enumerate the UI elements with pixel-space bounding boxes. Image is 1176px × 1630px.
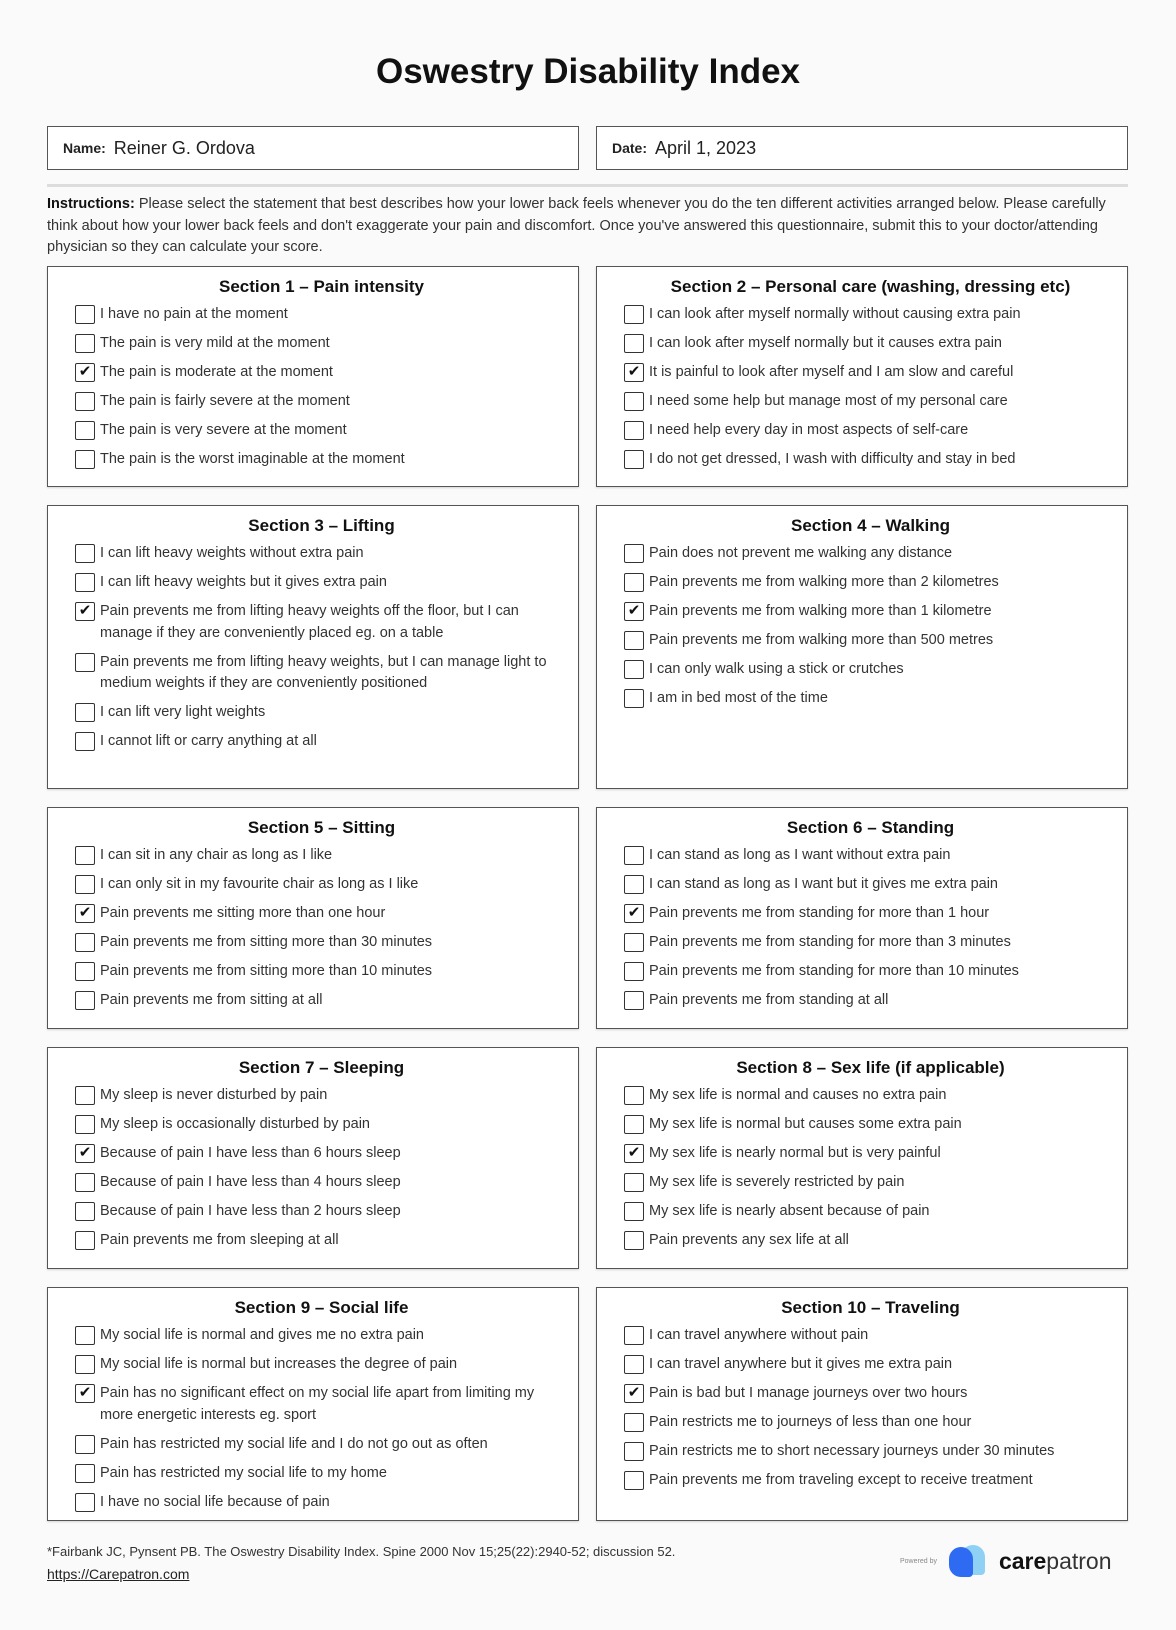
- option-item[interactable]: [75, 702, 568, 724]
- checkbox[interactable]: [75, 1493, 95, 1512]
- option-label: Pain does not prevent me walking any distance: [649, 545, 953, 561]
- option-item[interactable]: [75, 903, 568, 925]
- footer: [47, 1540, 675, 1586]
- checkbox[interactable]: [624, 1471, 644, 1490]
- option-item[interactable]: [75, 1230, 568, 1252]
- instructions-text: Please select the statement that best describes how your lower back feels whenever you do the ten different activities arranged below. Please carefully think about how your lower back feels and don't exaggerate your pain and discomfort. Once you've answered this questionnaire, submit this to your doctor/attending physician so they can calculate your score.: [47, 196, 1106, 255]
- date-label: Date:: [612, 140, 648, 156]
- checkbox[interactable]: [75, 392, 95, 411]
- option-label: The pain is very mild at the moment: [100, 335, 330, 351]
- option-item[interactable]: [624, 1325, 1117, 1347]
- option-label: I can travel anywhere without pain: [649, 1327, 869, 1343]
- option-item[interactable]: [75, 874, 568, 896]
- checkbox[interactable]: [75, 732, 95, 751]
- page-title: Oswestry Disability Index: [375, 52, 801, 91]
- checkbox[interactable]: [624, 1173, 644, 1192]
- option-label: My sex life is normal but causes some extra pain: [649, 1116, 962, 1132]
- option-label: Pain prevents me from walking more than 500 metres: [649, 632, 994, 648]
- option-item[interactable]: [75, 572, 568, 594]
- sections-grid: [47, 266, 1128, 1521]
- checkbox-checked[interactable]: ✔: [75, 1144, 95, 1163]
- date-field[interactable]: [596, 126, 1128, 170]
- option-label: Pain prevents me from walking more than 1 kilometre: [649, 603, 992, 619]
- checkbox[interactable]: [75, 1355, 95, 1374]
- option-item[interactable]: [75, 1463, 568, 1485]
- checkbox[interactable]: [75, 421, 95, 440]
- option-label: Pain prevents me sitting more than one hour: [100, 905, 386, 921]
- checkbox[interactable]: [624, 660, 644, 679]
- option-label: I can look after myself normally without causing extra pain: [649, 306, 1021, 322]
- option-item[interactable]: [624, 1172, 1117, 1194]
- checkbox[interactable]: [75, 653, 95, 672]
- option-item[interactable]: [75, 391, 568, 413]
- checkbox[interactable]: [75, 991, 95, 1010]
- option-item[interactable]: [75, 1492, 568, 1514]
- option-label: Pain has restricted my social life and I do not go out as often: [100, 1435, 488, 1452]
- checkbox-checked[interactable]: ✔: [75, 1384, 95, 1403]
- checkbox[interactable]: [624, 689, 644, 708]
- option-label: I can stand as long as I want without extra pain: [649, 847, 951, 863]
- option-label: Pain prevents me from sitting more than 10 minutes: [100, 963, 433, 979]
- option-item[interactable]: [624, 333, 1117, 355]
- option-item[interactable]: [75, 731, 568, 753]
- section-7: [47, 1047, 579, 1269]
- checkbox[interactable]: [624, 392, 644, 411]
- checkbox-checked[interactable]: ✔: [624, 904, 644, 923]
- option-item[interactable]: [624, 601, 1117, 623]
- option-item[interactable]: [624, 420, 1117, 442]
- carepatron-logo: [900, 1545, 1112, 1577]
- option-label: Pain restricts me to journeys of less than one hour: [649, 1414, 972, 1430]
- option-label: I have no pain at the moment: [100, 306, 288, 322]
- checkbox[interactable]: [624, 1442, 644, 1461]
- checkbox[interactable]: [624, 1413, 644, 1432]
- checkbox[interactable]: [624, 1115, 644, 1134]
- option-label: Pain restricts me to short necessary journeys under 30 minutes: [649, 1443, 1055, 1459]
- option-label: I can sit in any chair as long as I like: [100, 847, 333, 863]
- option-label: Pain prevents me from standing for more than 1 hour: [649, 905, 990, 921]
- option-label: I can stand as long as I want but it gives me extra pain: [649, 876, 998, 892]
- checkbox[interactable]: [75, 573, 95, 592]
- option-item[interactable]: [75, 1114, 568, 1136]
- option-label: I can lift heavy weights but it gives extra pain: [100, 574, 387, 590]
- option-label: I can only sit in my favourite chair as long as I like: [100, 876, 419, 892]
- section-9: [47, 1287, 579, 1521]
- section-10: [596, 1287, 1128, 1521]
- checkbox[interactable]: [624, 305, 644, 324]
- section-8: [596, 1047, 1128, 1269]
- option-item[interactable]: [75, 961, 568, 983]
- option-item[interactable]: [624, 1143, 1117, 1165]
- name-value: Reiner G. Ordova: [113, 137, 255, 158]
- section-title: Section 8 – Sex life (if applicable): [736, 1058, 1005, 1077]
- option-label: I need some help but manage most of my personal care: [649, 393, 1008, 409]
- checkbox[interactable]: [624, 933, 644, 952]
- checkbox[interactable]: [624, 846, 644, 865]
- option-item[interactable]: [624, 845, 1117, 867]
- option-item[interactable]: [75, 1085, 568, 1107]
- option-item[interactable]: [624, 1412, 1117, 1434]
- option-label: I can lift heavy weights without extra pain: [100, 545, 364, 561]
- section-title: Section 9 – Social life: [234, 1298, 409, 1317]
- section-title: Section 10 – Traveling: [781, 1298, 960, 1317]
- checkbox[interactable]: [624, 631, 644, 650]
- checkbox-checked[interactable]: ✔: [75, 363, 95, 382]
- option-item[interactable]: [624, 1114, 1117, 1136]
- option-item[interactable]: [624, 304, 1117, 326]
- option-label: My sex life is severely restricted by pain: [649, 1174, 905, 1190]
- instructions: [47, 194, 1137, 259]
- checkbox[interactable]: [624, 450, 644, 469]
- checkbox[interactable]: [75, 1435, 95, 1454]
- checkbox-checked[interactable]: ✔: [75, 904, 95, 923]
- brand-care: care: [998, 1547, 1047, 1574]
- option-item[interactable]: [75, 420, 568, 442]
- option-label: I am in bed most of the time: [649, 690, 828, 706]
- option-label: I can only walk using a stick or crutches: [649, 661, 904, 677]
- option-label: The pain is very severe at the moment: [100, 422, 347, 438]
- section-title: Section 3 – Lifting: [248, 516, 395, 535]
- option-item[interactable]: [75, 1354, 568, 1376]
- option-label: The pain is fairly severe at the moment: [100, 393, 350, 409]
- checkbox[interactable]: [75, 703, 95, 722]
- option-label: I can look after myself normally but it causes extra pain: [649, 335, 1002, 351]
- carepatron-link[interactable]: https://Carepatron.com: [47, 1566, 190, 1582]
- powered-by: Powered by: [900, 1557, 937, 1565]
- option-label: Pain prevents me from walking more than 2 kilometres: [649, 574, 999, 590]
- option-label: Pain prevents me from lifting heavy weights off the floor, but I can manage if they are conveniently placed eg. on a table: [100, 603, 519, 641]
- option-label: Pain is bad but I manage journeys over two hours: [649, 1385, 968, 1401]
- checkbox-checked[interactable]: ✔: [624, 1144, 644, 1163]
- option-label: My sex life is normal and causes no extra pain: [649, 1087, 947, 1103]
- option-item[interactable]: [624, 903, 1117, 925]
- checkbox-checked[interactable]: ✔: [624, 1384, 644, 1403]
- option-item[interactable]: [624, 659, 1117, 681]
- option-item[interactable]: [75, 601, 568, 644]
- option-item[interactable]: [75, 990, 568, 1012]
- option-label: I do not get dressed, I wash with difficulty and stay in bed: [649, 451, 1016, 467]
- option-item[interactable]: [75, 333, 568, 355]
- option-label: Pain prevents me from standing for more than 3 minutes: [649, 934, 1011, 950]
- section-title: Section 4 – Walking: [790, 516, 951, 535]
- option-label: My sleep is never disturbed by pain: [100, 1087, 328, 1103]
- option-label: Pain prevents any sex life at all: [649, 1232, 849, 1248]
- option-item[interactable]: [624, 874, 1117, 896]
- option-item[interactable]: [75, 652, 568, 695]
- option-label: The pain is the worst imaginable at the moment: [100, 451, 405, 467]
- option-item[interactable]: [624, 1470, 1117, 1492]
- checkbox[interactable]: [624, 1202, 644, 1221]
- checkbox[interactable]: [75, 875, 95, 894]
- checkbox[interactable]: [624, 991, 644, 1010]
- option-item[interactable]: [624, 1201, 1117, 1223]
- option-item[interactable]: [75, 449, 568, 471]
- name-field[interactable]: [47, 126, 579, 170]
- option-item[interactable]: [624, 572, 1117, 594]
- brand-patron: patron: [1046, 1547, 1112, 1574]
- option-item[interactable]: [624, 688, 1117, 710]
- checkbox[interactable]: [75, 1173, 95, 1192]
- option-label: My social life is normal and gives me no extra pain: [100, 1327, 424, 1343]
- option-item[interactable]: [624, 1085, 1117, 1107]
- checkbox[interactable]: [624, 544, 644, 563]
- option-item[interactable]: [624, 449, 1117, 471]
- option-item[interactable]: [75, 304, 568, 326]
- checkbox[interactable]: [624, 1231, 644, 1250]
- option-item[interactable]: [624, 543, 1117, 565]
- name-label: Name:: [63, 140, 106, 156]
- option-label: I can lift very light weights: [100, 704, 266, 720]
- option-item[interactable]: [75, 845, 568, 867]
- checkbox[interactable]: [75, 846, 95, 865]
- option-label: Because of pain I have less than 2 hours sleep: [100, 1203, 401, 1219]
- checkbox-checked[interactable]: ✔: [624, 363, 644, 382]
- checkbox[interactable]: [624, 962, 644, 981]
- option-label: I cannot lift or carry anything at all: [100, 733, 317, 749]
- option-label: My social life is normal but increases the degree of pain: [100, 1356, 458, 1372]
- checkbox[interactable]: [75, 1326, 95, 1345]
- option-label: I can travel anywhere but it gives me extra pain: [649, 1356, 953, 1372]
- option-item[interactable]: [624, 391, 1117, 413]
- section-6: [596, 807, 1128, 1029]
- option-label: I have no social life because of pain: [100, 1493, 330, 1510]
- option-label: Pain prevents me from sitting at all: [100, 992, 323, 1008]
- option-label: Because of pain I have less than 4 hours sleep: [100, 1174, 401, 1190]
- option-item[interactable]: [75, 543, 568, 565]
- option-label: Because of pain I have less than 6 hours sleep: [100, 1145, 401, 1161]
- section-title: Section 6 – Standing: [786, 818, 955, 837]
- option-item[interactable]: [624, 990, 1117, 1012]
- checkbox[interactable]: [75, 450, 95, 469]
- checkbox-checked[interactable]: ✔: [624, 602, 644, 621]
- section-4: [596, 505, 1128, 789]
- option-item[interactable]: [75, 1383, 568, 1426]
- carepatron-logo-icon: [949, 1545, 993, 1577]
- option-item[interactable]: [624, 630, 1117, 652]
- option-label: Pain prevents me from standing at all: [649, 992, 889, 1008]
- checkbox[interactable]: [75, 544, 95, 563]
- option-item[interactable]: [624, 1354, 1117, 1376]
- checkbox[interactable]: [75, 1464, 95, 1483]
- checkbox[interactable]: [624, 573, 644, 592]
- option-item[interactable]: [624, 932, 1117, 954]
- checkbox[interactable]: [75, 1202, 95, 1221]
- checkbox[interactable]: [624, 875, 644, 894]
- option-item[interactable]: [624, 362, 1117, 384]
- option-label: Pain prevents me from sitting more than 30 minutes: [100, 934, 433, 950]
- option-label: Pain prevents me from lifting heavy weights, but I can manage light to medium weights if they are conveniently positioned: [100, 653, 547, 691]
- option-label: Pain prevents me from standing for more than 10 minutes: [649, 963, 1019, 979]
- checkbox[interactable]: [75, 305, 95, 324]
- checkbox[interactable]: [624, 1086, 644, 1105]
- option-item[interactable]: [624, 1230, 1117, 1252]
- option-item[interactable]: [75, 362, 568, 384]
- option-label: Pain has restricted my social life to my home: [100, 1464, 387, 1481]
- checkbox-checked[interactable]: ✔: [75, 602, 95, 621]
- checkbox[interactable]: [75, 1231, 95, 1250]
- section-title: Section 2 – Personal care (washing, dressing etc): [670, 277, 1071, 296]
- option-item[interactable]: [75, 1172, 568, 1194]
- checkbox[interactable]: [75, 334, 95, 353]
- checkbox[interactable]: [624, 421, 644, 440]
- option-label: I need help every day in most aspects of self-care: [649, 422, 969, 438]
- option-item[interactable]: [75, 1201, 568, 1223]
- divider: [47, 184, 1128, 187]
- checkbox[interactable]: [624, 334, 644, 353]
- option-item[interactable]: [624, 1441, 1117, 1463]
- checkbox[interactable]: [75, 933, 95, 952]
- option-item[interactable]: [624, 961, 1117, 983]
- option-label: My sex life is nearly normal but is very painful: [649, 1145, 941, 1161]
- checkbox[interactable]: [75, 962, 95, 981]
- option-label: My sleep is occasionally disturbed by pain: [100, 1116, 370, 1132]
- option-item[interactable]: [624, 1383, 1117, 1405]
- checkbox[interactable]: [75, 1086, 95, 1105]
- citation: *Fairbank JC, Pynsent PB. The Oswestry Disability Index. Spine 2000 Nov 15;25(22):2940-52; discussion 52.: [47, 1544, 676, 1559]
- checkbox[interactable]: [624, 1355, 644, 1374]
- option-label: My sex life is nearly absent because of pain: [649, 1203, 930, 1219]
- section-title: Section 1 – Pain intensity: [218, 277, 424, 296]
- section-title: Section 7 – Sleeping: [238, 1058, 405, 1077]
- option-item[interactable]: [75, 1434, 568, 1456]
- option-item[interactable]: [75, 1325, 568, 1347]
- section-2: [596, 266, 1128, 487]
- option-item[interactable]: [75, 1143, 568, 1165]
- option-label: Pain prevents me from traveling except to receive treatment: [649, 1472, 1033, 1488]
- option-item[interactable]: [75, 932, 568, 954]
- option-label: Pain has no significant effect on my social life apart from limiting my more energetic interests eg. sport: [100, 1385, 535, 1423]
- date-value: April 1, 2023: [655, 137, 757, 158]
- section-1: [47, 266, 579, 487]
- option-label: The pain is moderate at the moment: [100, 364, 333, 380]
- checkbox[interactable]: [624, 1326, 644, 1345]
- section-title: Section 5 – Sitting: [247, 818, 396, 837]
- option-label: It is painful to look after myself and I am slow and careful: [649, 364, 1014, 380]
- checkbox[interactable]: [75, 1115, 95, 1134]
- option-label: Pain prevents me from sleeping at all: [100, 1232, 339, 1248]
- section-3: [47, 505, 579, 789]
- instructions-label: Instructions:: [47, 196, 135, 212]
- section-5: [47, 807, 579, 1029]
